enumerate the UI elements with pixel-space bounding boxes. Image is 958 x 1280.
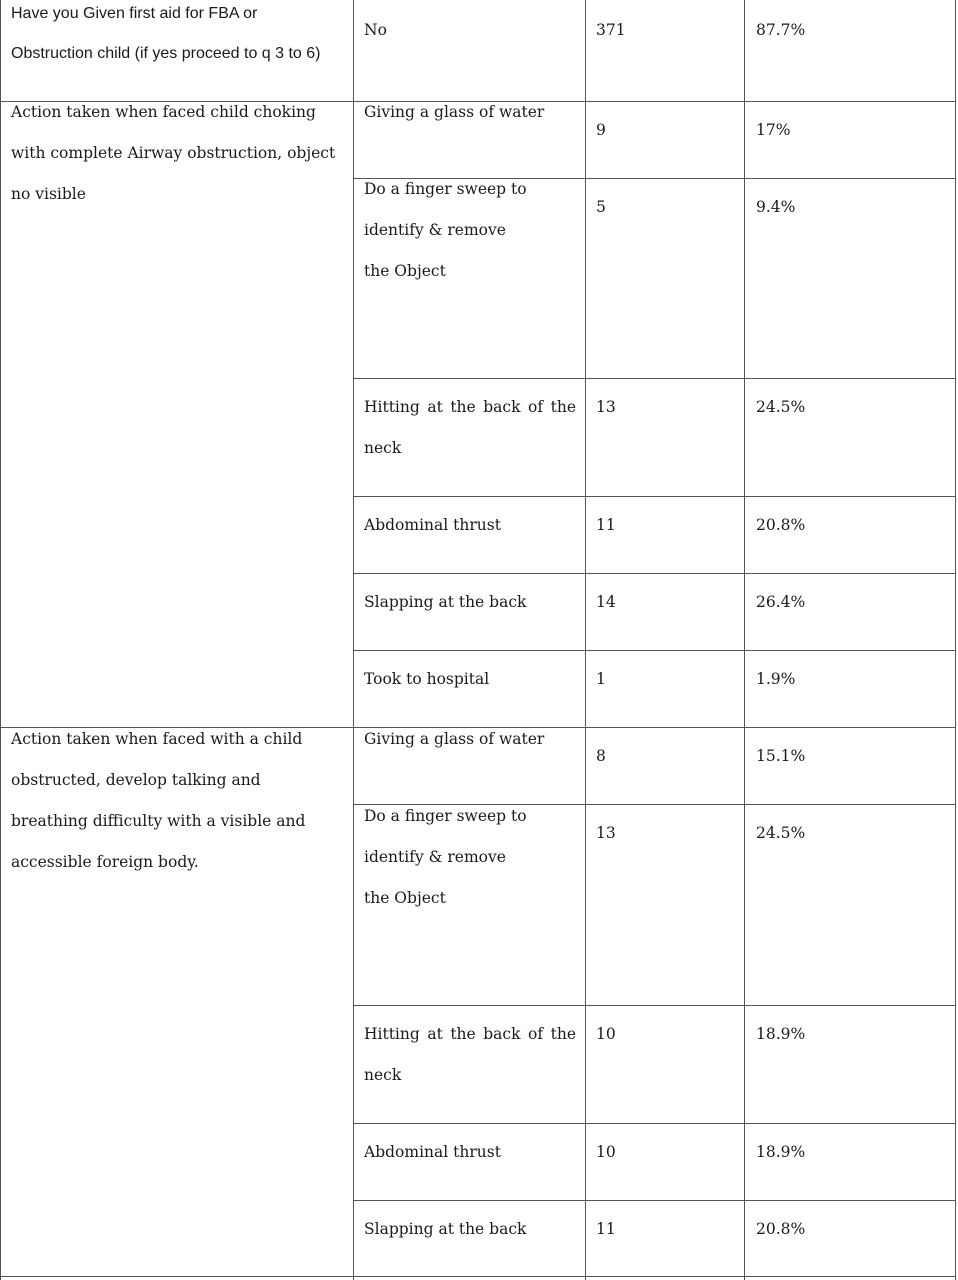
question-visible-foreign-body: Action taken when faced with a child obstructed, develop talking and breathing difficulty with a visible and accessible foreign body.: [11, 730, 306, 871]
table-border-bottom: [0, 1276, 956, 1277]
question-complete-obstruction: Action taken when faced child choking with complete Airway obstruction, object no visible: [11, 103, 336, 203]
percent-cell: 20.8%: [756, 516, 806, 534]
percent-cell: 9.4%: [756, 198, 796, 216]
question-first-aid-given: Have you Given first aid for FBA or Obstruction child (if yes proceed to q 3 to 6): [11, 5, 321, 62]
count-cell: 14: [596, 593, 616, 611]
table-border-right: [955, 0, 956, 1280]
count-cell: 1: [596, 670, 606, 688]
option-cell: Abdominal thrust: [364, 516, 501, 534]
count-cell: 11: [596, 516, 616, 534]
option-cell: Abdominal thrust: [364, 1143, 501, 1161]
option-cell: Hitting at the back of the neck: [364, 398, 576, 457]
option-cell: Do a finger sweep to identify & remove the Object: [364, 807, 527, 907]
row-divider: [353, 378, 956, 379]
row-divider: [353, 496, 956, 497]
percent-cell: 87.7%: [756, 21, 806, 39]
percent-cell: 24.5%: [756, 824, 806, 842]
column-divider-2: [585, 0, 586, 1280]
count-cell: 5: [596, 198, 606, 216]
option-cell: Took to hospital: [364, 670, 490, 688]
count-cell: 11: [596, 1220, 616, 1238]
option-cell: No: [364, 21, 387, 39]
percent-cell: 18.9%: [756, 1025, 806, 1043]
count-cell: 8: [596, 747, 606, 765]
count-cell: 13: [596, 398, 616, 416]
percent-cell: 17%: [756, 121, 791, 139]
count-cell: 9: [596, 121, 606, 139]
row-divider: [353, 573, 956, 574]
option-cell: Giving a glass of water: [364, 103, 545, 121]
column-divider-3: [744, 0, 745, 1280]
row-divider: [353, 650, 956, 651]
option-cell: Do a finger sweep to identify & remove the Object: [364, 180, 527, 280]
count-cell: 371: [596, 21, 626, 39]
row-divider: [353, 1123, 956, 1124]
percent-cell: 20.8%: [756, 1220, 806, 1238]
percent-cell: 24.5%: [756, 398, 806, 416]
table-border-left: [0, 0, 1, 1280]
row-divider: [353, 1005, 956, 1006]
count-cell: 10: [596, 1143, 616, 1161]
row-divider: [353, 1200, 956, 1201]
column-divider-1: [353, 0, 354, 1280]
option-cell: Hitting at the back of the neck: [364, 1025, 576, 1084]
option-cell: Slapping at the back: [364, 593, 527, 611]
count-cell: 10: [596, 1025, 616, 1043]
percent-cell: 1.9%: [756, 670, 796, 688]
option-cell: Slapping at the back: [364, 1220, 527, 1238]
count-cell: 13: [596, 824, 616, 842]
percent-cell: 15.1%: [756, 747, 806, 765]
option-cell: Giving a glass of water: [364, 730, 545, 748]
percent-cell: 26.4%: [756, 593, 806, 611]
percent-cell: 18.9%: [756, 1143, 806, 1161]
